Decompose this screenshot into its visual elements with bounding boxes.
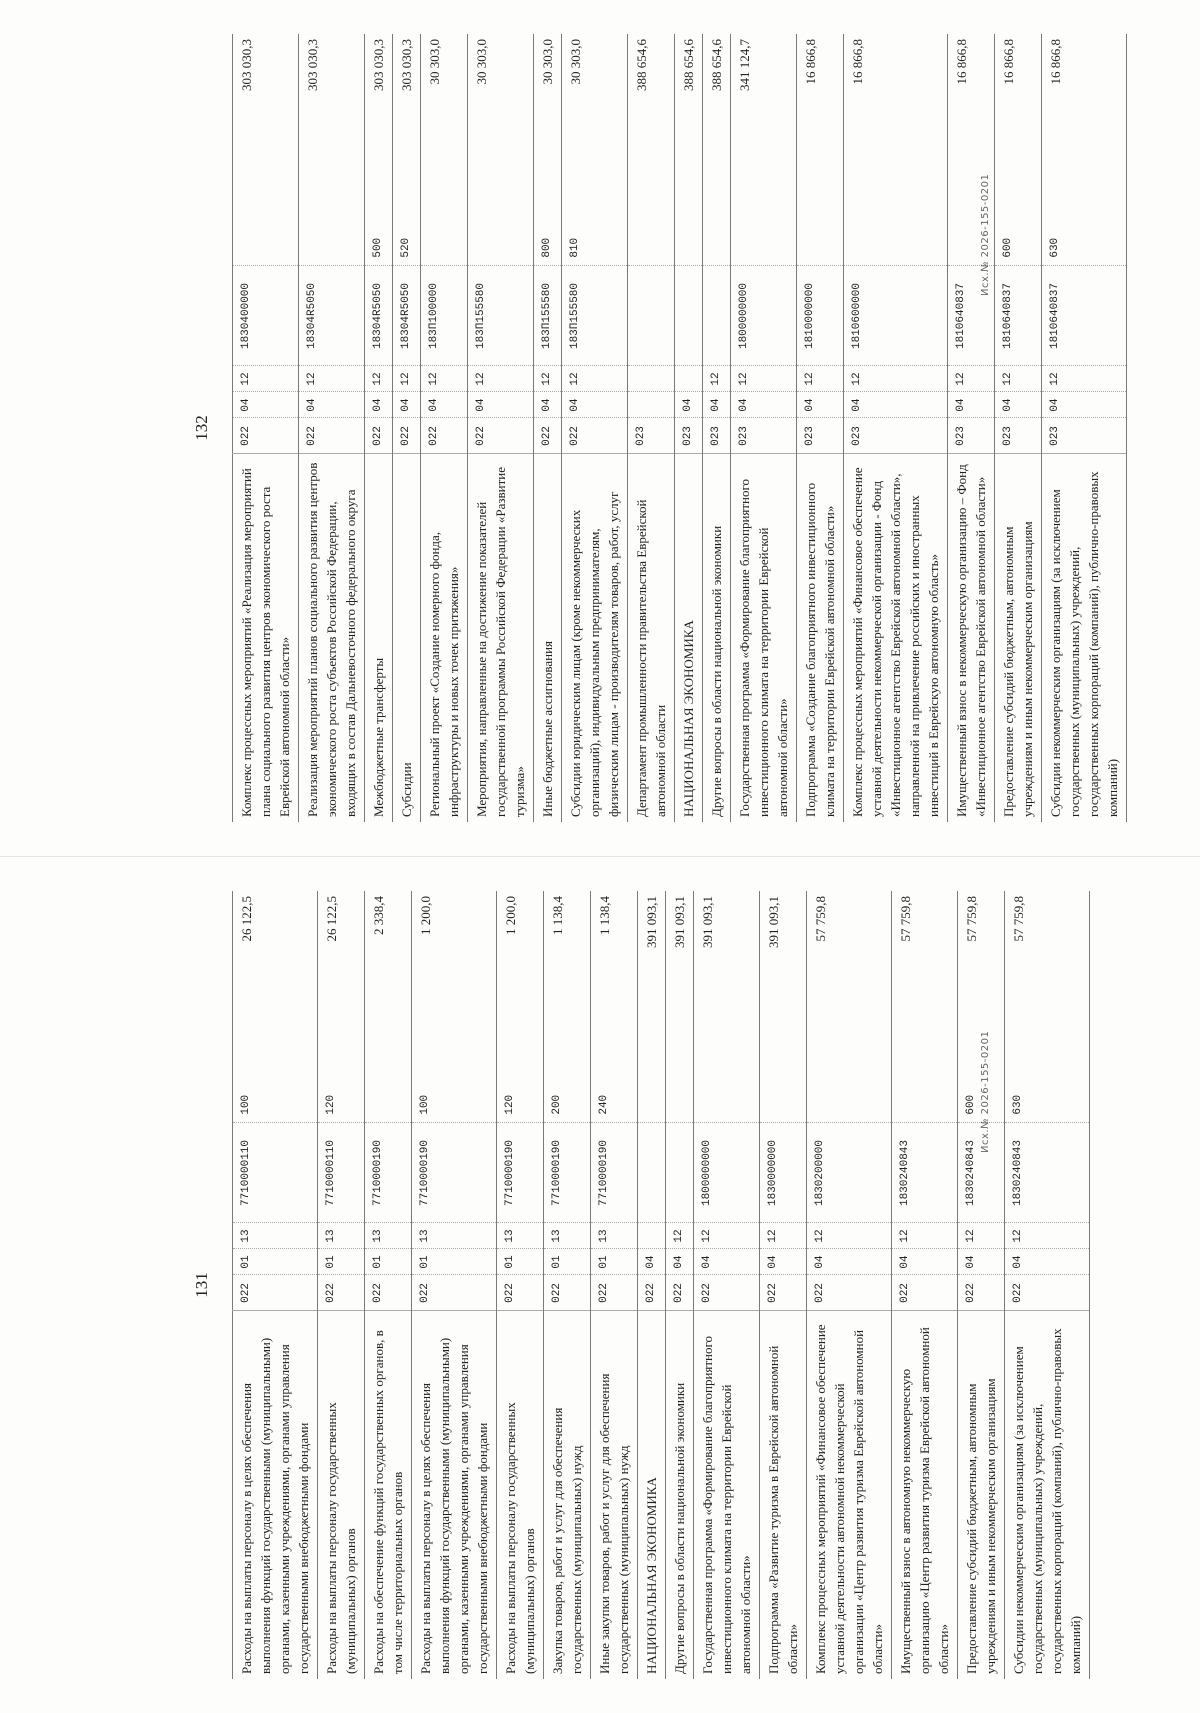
subsection-code-cell: 13: [591, 1223, 638, 1249]
subsection-code-cell: 12: [1042, 366, 1127, 392]
row-name-cell: Комплекс процессных мероприятий «Финансовое обеспечение уставной деятельности автономной некоммерческой организации «Центр развития туризма Еврейской автономной области»: [807, 1311, 892, 1679]
grbs-code-cell: 022: [233, 418, 299, 454]
expense-type-cell: [844, 230, 948, 266]
target-article-cell: 1810600000: [844, 266, 948, 366]
expense-type-cell: 800: [534, 230, 562, 266]
target-article-cell: 7710000110: [318, 1123, 365, 1223]
amount-cell: 30 303,0: [534, 34, 562, 230]
section-code-cell: 04: [534, 392, 562, 418]
section-code-cell: 04: [666, 1249, 694, 1275]
expense-type-cell: [421, 230, 468, 266]
table-row: [675, 34, 703, 822]
amount-cell: 16 866,8: [844, 34, 948, 230]
expense-type-cell: [638, 1087, 666, 1123]
target-article-cell: 1830200000: [807, 1123, 892, 1223]
grbs-code-cell: 022: [666, 1275, 694, 1311]
subsection-code-cell: 12: [892, 1223, 958, 1249]
grbs-code-cell: 022: [365, 1275, 412, 1311]
subsection-code-cell: 12: [468, 366, 534, 392]
grbs-code-cell: 022: [638, 1275, 666, 1311]
target-article-cell: 7710000190: [591, 1123, 638, 1223]
amount-cell: 16 866,8: [948, 34, 995, 230]
table-row: [233, 891, 318, 1679]
expense-type-cell: 500: [365, 230, 393, 266]
target-article-cell: 18304R5050: [365, 266, 393, 366]
section-code-cell: 04: [892, 1249, 958, 1275]
amount-cell: 1 200,0: [412, 891, 497, 1087]
expense-type-cell: [299, 230, 365, 266]
section-code-cell: 01: [591, 1249, 638, 1275]
table-row: [694, 891, 760, 1679]
row-name-cell: НАЦИОНАЛЬНАЯ ЭКОНОМИКА: [675, 454, 703, 822]
target-article-cell: [628, 266, 675, 366]
target-article-cell: [703, 266, 731, 366]
amount-cell: 30 303,0: [421, 34, 468, 230]
expense-type-cell: [760, 1087, 807, 1123]
table-row: [760, 891, 807, 1679]
document-stamp: Исх.№ 2026-155-0201: [980, 1030, 991, 1153]
expense-type-cell: 200: [544, 1087, 591, 1123]
table-row: [365, 891, 412, 1679]
target-article-cell: 183П155580: [468, 266, 534, 366]
table-row: [703, 34, 731, 822]
grbs-code-cell: 022: [412, 1275, 497, 1311]
section-code-cell: 04: [760, 1249, 807, 1275]
grbs-code-cell: 023: [1042, 418, 1127, 454]
amount-cell: 391 093,1: [694, 891, 760, 1087]
target-article-cell: 7710000190: [497, 1123, 544, 1223]
table-row: [544, 891, 591, 1679]
amount-cell: 16 866,8: [797, 34, 844, 230]
row-name-cell: Предоставление субсидий бюджетным, автономным учреждениям и иным некоммерческим организациям: [995, 454, 1042, 822]
expense-type-cell: [694, 1087, 760, 1123]
amount-cell: 303 030,3: [233, 34, 299, 230]
grbs-code-cell: 022: [544, 1275, 591, 1311]
section-code-cell: 04: [1042, 392, 1127, 418]
subsection-code-cell: 12: [995, 366, 1042, 392]
table-row: [995, 34, 1042, 822]
table-row: [948, 34, 995, 822]
table-row: [844, 34, 948, 822]
table-row: [365, 34, 393, 822]
subsection-code-cell: 12: [393, 366, 421, 392]
amount-cell: 30 303,0: [468, 34, 534, 230]
amount-cell: 30 303,0: [562, 34, 628, 230]
target-article-cell: 1810640837: [1042, 266, 1127, 366]
row-name-cell: Имущественный взнос в некоммерческую организацию – Фонд «Инвестиционное агентство Еврейской автономной области»: [948, 454, 995, 822]
section-code-cell: 04: [948, 392, 995, 418]
expense-type-cell: [628, 230, 675, 266]
subsection-code-cell: 12: [562, 366, 628, 392]
grbs-code-cell: 022: [365, 418, 393, 454]
target-article-cell: [666, 1123, 694, 1223]
grbs-code-cell: 022: [233, 1275, 318, 1311]
page-131-half: [0, 857, 1200, 1713]
table-row: [892, 891, 958, 1679]
amount-cell: 26 122,5: [318, 891, 365, 1087]
subsection-code-cell: 12: [233, 366, 299, 392]
row-name-cell: Иные закупки товаров, работ и услуг для обеспечения государственных (муниципальных) нужд: [591, 1311, 638, 1679]
section-code-cell: 04: [675, 392, 703, 418]
target-article-cell: 7710000110: [233, 1123, 318, 1223]
page-132-half: [0, 0, 1200, 856]
amount-cell: 57 759,8: [1005, 891, 1090, 1087]
row-name-cell: Департамент промышленности правительства Еврейской автономной области: [628, 454, 675, 822]
grbs-code-cell: 022: [299, 418, 365, 454]
row-name-cell: Субсидии некоммерческим организациям (за исключением государственных (муниципальных) учреждений, государственных корпораций (компаний), публично-правовых компаний): [1005, 1311, 1090, 1679]
subsection-code-cell: 13: [318, 1223, 365, 1249]
subsection-code-cell: 12: [299, 366, 365, 392]
subsection-code-cell: 13: [544, 1223, 591, 1249]
target-article-cell: 1830240843: [958, 1123, 1005, 1223]
row-name-cell: Другие вопросы в области национальной экономики: [666, 1311, 694, 1679]
table-row: [534, 34, 562, 822]
section-code-cell: 04: [797, 392, 844, 418]
subsection-code-cell: 12: [666, 1223, 694, 1249]
subsection-code-cell: [638, 1223, 666, 1249]
subsection-code-cell: 12: [948, 366, 995, 392]
grbs-code-cell: 022: [318, 1275, 365, 1311]
target-article-cell: [638, 1123, 666, 1223]
target-article-cell: 7710000190: [365, 1123, 412, 1223]
row-name-cell: Межбюджетные трансферты: [365, 454, 393, 822]
table-row: [797, 34, 844, 822]
grbs-code-cell: 022: [421, 418, 468, 454]
row-name-cell: Расходы на выплаты персоналу государственных (муниципальных) органов: [318, 1311, 365, 1679]
table-row: [638, 891, 666, 1679]
table-row: [958, 891, 1005, 1679]
expense-type-cell: [666, 1087, 694, 1123]
row-name-cell: Мероприятия, направленные на достижение показателей государственной программы Российской Федерации «Развитие туризма»: [468, 454, 534, 822]
table-row: [233, 34, 299, 822]
table-row: [628, 34, 675, 822]
section-code-cell: 01: [544, 1249, 591, 1275]
target-article-cell: 7710000190: [412, 1123, 497, 1223]
amount-cell: 391 093,1: [638, 891, 666, 1087]
amount-cell: 341 124,7: [731, 34, 797, 230]
target-article-cell: 1800000000: [694, 1123, 760, 1223]
subsection-code-cell: 12: [760, 1223, 807, 1249]
row-name-cell: Комплекс процессных мероприятий «Финансовое обеспечение уставной деятельности некоммерческой организации - Фонд «Инвестиционное агентство Еврейской автономной области», направленной на привлечение российских и иностранных инвестиций в Еврейскую автономную область»: [844, 454, 948, 822]
expense-type-cell: 810: [562, 230, 628, 266]
grbs-code-cell: 023: [628, 418, 675, 454]
target-article-cell: 183П155580: [534, 266, 562, 366]
section-code-cell: [628, 392, 675, 418]
expense-type-cell: [892, 1087, 958, 1123]
subsection-code-cell: 13: [233, 1223, 318, 1249]
amount-cell: 388 654,6: [628, 34, 675, 230]
grbs-code-cell: 023: [948, 418, 995, 454]
target-article-cell: 1830240843: [1005, 1123, 1090, 1223]
grbs-code-cell: 022: [958, 1275, 1005, 1311]
target-article-cell: 1830240843: [892, 1123, 958, 1223]
target-article-cell: 1830000000: [760, 1123, 807, 1223]
section-code-cell: 01: [318, 1249, 365, 1275]
expense-type-cell: 520: [393, 230, 421, 266]
table-row: [497, 891, 544, 1679]
table-body: [233, 891, 1090, 1679]
grbs-code-cell: 022: [591, 1275, 638, 1311]
grbs-code-cell: 022: [393, 418, 421, 454]
grbs-code-cell: 022: [534, 418, 562, 454]
target-article-cell: 1830400000: [233, 266, 299, 366]
section-code-cell: 01: [497, 1249, 544, 1275]
grbs-code-cell: 023: [797, 418, 844, 454]
subsection-code-cell: 13: [497, 1223, 544, 1249]
row-name-cell: Субсидии некоммерческим организациям (за исключением государственных (муниципальных) учреждений, государственных корпораций (компаний), публично-правовых компаний): [1042, 454, 1127, 822]
row-name-cell: Расходы на обеспечение функций государственных органов, в том числе территориальных органов: [365, 1311, 412, 1679]
section-code-cell: 04: [731, 392, 797, 418]
row-name-cell: Иные бюджетные ассигнования: [534, 454, 562, 822]
row-name-cell: Государственная программа «Формирование благоприятного инвестиционного климата на территории Еврейской автономной области»: [694, 1311, 760, 1679]
row-name-cell: Имущественный взнос в автономную некоммерческую организацию «Центр развития туризма Еврейской автономной области»: [892, 1311, 958, 1679]
section-code-cell: 04: [562, 392, 628, 418]
subsection-code-cell: 12: [534, 366, 562, 392]
section-code-cell: 01: [365, 1249, 412, 1275]
expense-type-cell: 600: [995, 230, 1042, 266]
subsection-code-cell: 13: [412, 1223, 497, 1249]
section-code-cell: 04: [694, 1249, 760, 1275]
row-name-cell: Комплекс процессных мероприятий «Реализация мероприятий плана социального развития центров экономического роста Еврейской автономной области»: [233, 454, 299, 822]
expense-type-cell: [233, 230, 299, 266]
table-row: [468, 34, 534, 822]
grbs-code-cell: 022: [468, 418, 534, 454]
section-code-cell: 04: [1005, 1249, 1090, 1275]
expense-type-cell: [365, 1087, 412, 1123]
table-row: [807, 891, 892, 1679]
grbs-code-cell: 022: [1005, 1275, 1090, 1311]
grbs-code-cell: 022: [497, 1275, 544, 1311]
expense-type-cell: [468, 230, 534, 266]
subsection-code-cell: 12: [694, 1223, 760, 1249]
section-code-cell: 04: [638, 1249, 666, 1275]
target-article-cell: 1810640837: [995, 266, 1042, 366]
subsection-code-cell: [675, 366, 703, 392]
table-body: [233, 34, 1127, 822]
target-article-cell: 18304R5050: [393, 266, 421, 366]
expense-type-cell: 100: [412, 1087, 497, 1123]
section-code-cell: 01: [233, 1249, 318, 1275]
amount-cell: 1 200,0: [497, 891, 544, 1087]
amount-cell: 388 654,6: [703, 34, 731, 230]
section-code-cell: 04: [807, 1249, 892, 1275]
row-name-cell: Расходы на выплаты персоналу в целях обеспечения выполнения функций государственными (муниципальными) органами, казенными учреждениями, органами управления государственными внебюджетными фондами: [233, 1311, 318, 1679]
amount-cell: 57 759,8: [892, 891, 958, 1087]
amount-cell: 16 866,8: [995, 34, 1042, 230]
row-name-cell: Другие вопросы в области национальной экономики: [703, 454, 731, 822]
table-row: [731, 34, 797, 822]
amount-cell: 1 138,4: [544, 891, 591, 1087]
subsection-code-cell: 12: [958, 1223, 1005, 1249]
amount-cell: 57 759,8: [807, 891, 892, 1087]
table-row: [412, 891, 497, 1679]
target-article-cell: [675, 266, 703, 366]
row-name-cell: Подпрограмма «Создание благоприятного инвестиционного климата на территории Еврейской автономной области»: [797, 454, 844, 822]
section-code-cell: 04: [393, 392, 421, 418]
grbs-code-cell: 023: [731, 418, 797, 454]
amount-cell: 303 030,3: [299, 34, 365, 230]
row-name-cell: Закупка товаров, работ и услуг для обеспечения государственных (муниципальных) нужд: [544, 1311, 591, 1679]
target-article-cell: 1810000000: [797, 266, 844, 366]
amount-cell: 1 138,4: [591, 891, 638, 1087]
section-code-cell: 04: [995, 392, 1042, 418]
amount-cell: 391 093,1: [760, 891, 807, 1087]
budget-table: [232, 891, 1090, 1679]
grbs-code-cell: 023: [703, 418, 731, 454]
subsection-code-cell: 12: [731, 366, 797, 392]
row-name-cell: Расходы на выплаты персоналу в целях обеспечения выполнения функций государственными (муниципальными) органами, казенными учреждениями, органами управления государственными внебюджетными фондами: [412, 1311, 497, 1679]
amount-cell: 303 030,3: [365, 34, 393, 230]
subsection-code-cell: 12: [844, 366, 948, 392]
grbs-code-cell: 022: [807, 1275, 892, 1311]
expense-type-cell: 120: [318, 1087, 365, 1123]
expense-type-cell: [807, 1087, 892, 1123]
expense-type-cell: 120: [497, 1087, 544, 1123]
page-number: 132: [192, 415, 211, 441]
document-stamp: Исх.№ 2026-155-0201: [980, 173, 991, 296]
subsection-code-cell: 12: [807, 1223, 892, 1249]
target-article-cell: 1800000000: [731, 266, 797, 366]
amount-cell: 391 093,1: [666, 891, 694, 1087]
expense-type-cell: 630: [1042, 230, 1127, 266]
table-row: [666, 891, 694, 1679]
page-132: [172, 0, 1120, 856]
subsection-code-cell: 12: [1005, 1223, 1090, 1249]
grbs-code-cell: 022: [760, 1275, 807, 1311]
subsection-code-cell: 12: [365, 366, 393, 392]
target-article-cell: 7710000190: [544, 1123, 591, 1223]
table-row: [1005, 891, 1090, 1679]
row-name-cell: Субсидии: [393, 454, 421, 822]
amount-cell: 388 654,6: [675, 34, 703, 230]
expense-type-cell: 240: [591, 1087, 638, 1123]
row-name-cell: Реализация мероприятий планов социального развития центров экономического роста субъектов Российской Федерации, входящих в состав Дальневосточного федерального округа: [299, 454, 365, 822]
row-name-cell: Предоставление субсидий бюджетным, автономным учреждениям и иным некоммерческим организациям: [958, 1311, 1005, 1679]
amount-cell: 303 030,3: [393, 34, 421, 230]
grbs-code-cell: 023: [675, 418, 703, 454]
subsection-code-cell: 12: [703, 366, 731, 392]
grbs-code-cell: 023: [995, 418, 1042, 454]
table-row: [1042, 34, 1127, 822]
subsection-code-cell: 12: [797, 366, 844, 392]
target-article-cell: 183П100000: [421, 266, 468, 366]
section-code-cell: 04: [421, 392, 468, 418]
table-row: [591, 891, 638, 1679]
section-code-cell: 04: [299, 392, 365, 418]
row-name-cell: НАЦИОНАЛЬНАЯ ЭКОНОМИКА: [638, 1311, 666, 1679]
target-article-cell: 18304R5050: [299, 266, 365, 366]
page-number: 131: [192, 1272, 211, 1298]
grbs-code-cell: 023: [844, 418, 948, 454]
amount-cell: 2 338,4: [365, 891, 412, 1087]
target-article-cell: 1810640837: [948, 266, 995, 366]
row-name-cell: Региональный проект «Создание номерного фонда, инфраструктуры и новых точек притяжения»: [421, 454, 468, 822]
table-row: [393, 34, 421, 822]
section-code-cell: 04: [703, 392, 731, 418]
table-row: [318, 891, 365, 1679]
table-row: [421, 34, 468, 822]
amount-cell: 26 122,5: [233, 891, 318, 1087]
section-code-cell: 04: [958, 1249, 1005, 1275]
expense-type-cell: 630: [1005, 1087, 1090, 1123]
row-name-cell: Расходы на выплаты персоналу государственных (муниципальных) органов: [497, 1311, 544, 1679]
expense-type-cell: [797, 230, 844, 266]
expense-type-cell: 600: [958, 1087, 1005, 1123]
row-name-cell: Государственная программа «Формирование благоприятного инвестиционного климата на территории Еврейской автономной области»: [731, 454, 797, 822]
subsection-code-cell: 12: [421, 366, 468, 392]
section-code-cell: 04: [468, 392, 534, 418]
grbs-code-cell: 022: [562, 418, 628, 454]
amount-cell: 16 866,8: [1042, 34, 1127, 230]
expense-type-cell: [675, 230, 703, 266]
expense-type-cell: [703, 230, 731, 266]
grbs-code-cell: 022: [694, 1275, 760, 1311]
section-code-cell: 04: [233, 392, 299, 418]
grbs-code-cell: 022: [892, 1275, 958, 1311]
row-name-cell: Субсидии юридическим лицам (кроме некоммерческих организаций), индивидуальным предпринимателям, физическим лицам - производителям товаров, работ, услуг: [562, 454, 628, 822]
section-code-cell: 04: [844, 392, 948, 418]
expense-type-cell: 100: [233, 1087, 318, 1123]
subsection-code-cell: 13: [365, 1223, 412, 1249]
target-article-cell: 183П155580: [562, 266, 628, 366]
table-row: [562, 34, 628, 822]
budget-table: [232, 34, 1127, 822]
table-row: [299, 34, 365, 822]
amount-cell: 57 759,8: [958, 891, 1005, 1087]
row-name-cell: Подпрограмма «Развитие туризма в Еврейской автономной области»: [760, 1311, 807, 1679]
section-code-cell: 04: [365, 392, 393, 418]
subsection-code-cell: [628, 366, 675, 392]
expense-type-cell: [731, 230, 797, 266]
page-131: [172, 857, 1083, 1713]
section-code-cell: 01: [412, 1249, 497, 1275]
